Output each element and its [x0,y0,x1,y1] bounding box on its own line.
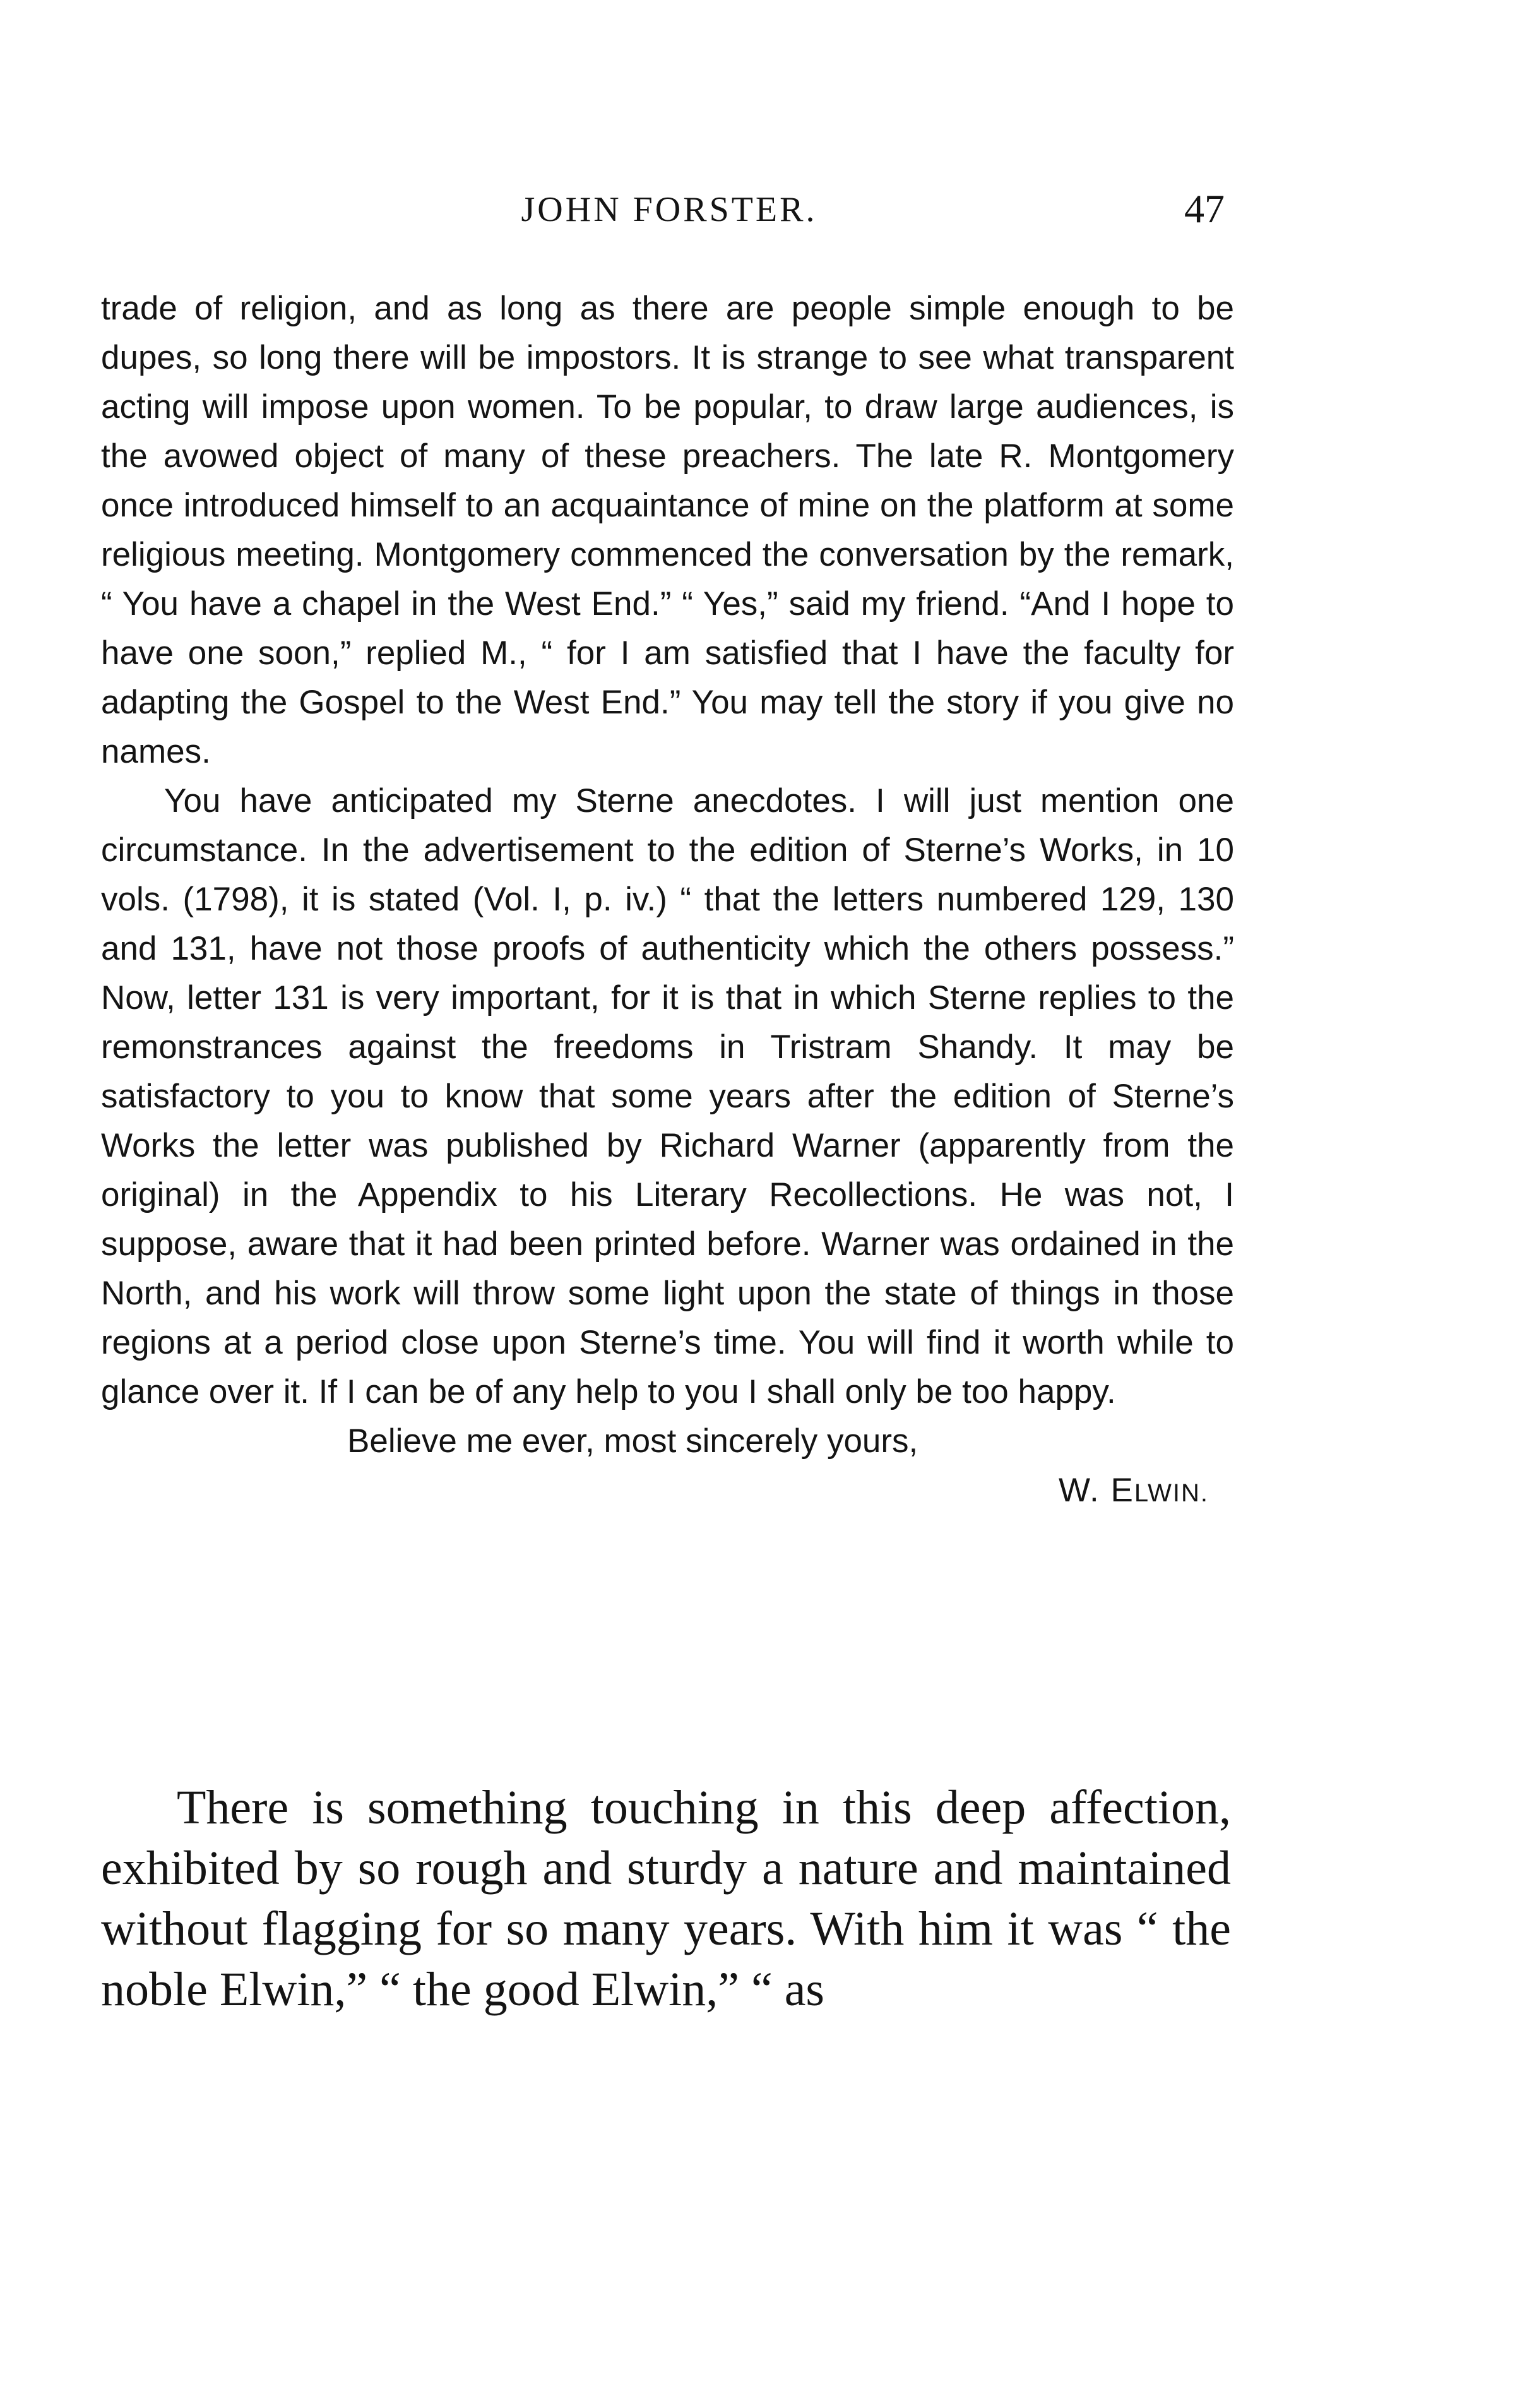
letter-body [101,284,1234,1518]
letter-closing: Believe me ever, most sincerely yours, [347,1422,918,1460]
running-title: JOHN FORSTER. [521,190,817,229]
page-number: 47 [1184,186,1225,231]
signature-initial: W. E [1058,1472,1134,1509]
letter-paragraph-2: You have anticipated my Sterne anecdotes. I will just mention one circumstance. In the advertisement to the edition of Sterne’s Works, in 10 vols. (1798), it is stated (Vol. I, p. iv.) “ that the letters numbered 129, 130 and 131, have not those proofs of authenticity which the others possess.” Now, letter 131 is very important, for it is that in which Sterne replies to the remonstrances against the freedoms in Tristram Shandy. It may be satisfactory to you to know that some years after the edition of Sterne’s Works the letter was published by Richard Warner (apparently from the original) in the Appendix to his Literary Recollections. He was not, I suppose, aware that it had been printed before. Warner was ordained in the North, and his work will throw some light upon the state of things in those regions at a period close upon Sterne’s time. You will find it worth while to glance over it. If I can be of any help to you I shall only be too happy. [101,782,1234,1410]
narrative-paragraph: There is something touching in this deep affection, exhibited by so rough and sturdy a nature and maintained without flagging for so many years. With him it was “ the noble Elwin,” “ the good Elwin,” “ as [101,1781,1231,2016]
signature-surname: LWIN. [1134,1479,1209,1507]
letter-signature [101,1466,1234,1518]
letter-paragraph-1: trade of religion, and as long as there are people simple enough to be dupes, so long there will be impostors. It is strange to see what transparent acting will impose upon women. To be popular, to draw large audiences, is the avowed object of many of these preachers. The late R. Montgomery once introduced himself to an acquaintance of mine on the platform at some religious meeting. Montgomery commenced the conversation by the remark, “ You have a chapel in the West End.” “ Yes,” said my friend. “And I hope to have one soon,” replied M., “ for I am satisfied that I have the faculty for adapting the Gospel to the West End.” You may tell the story if you give no names. [101,290,1234,770]
running-head [101,186,1237,240]
